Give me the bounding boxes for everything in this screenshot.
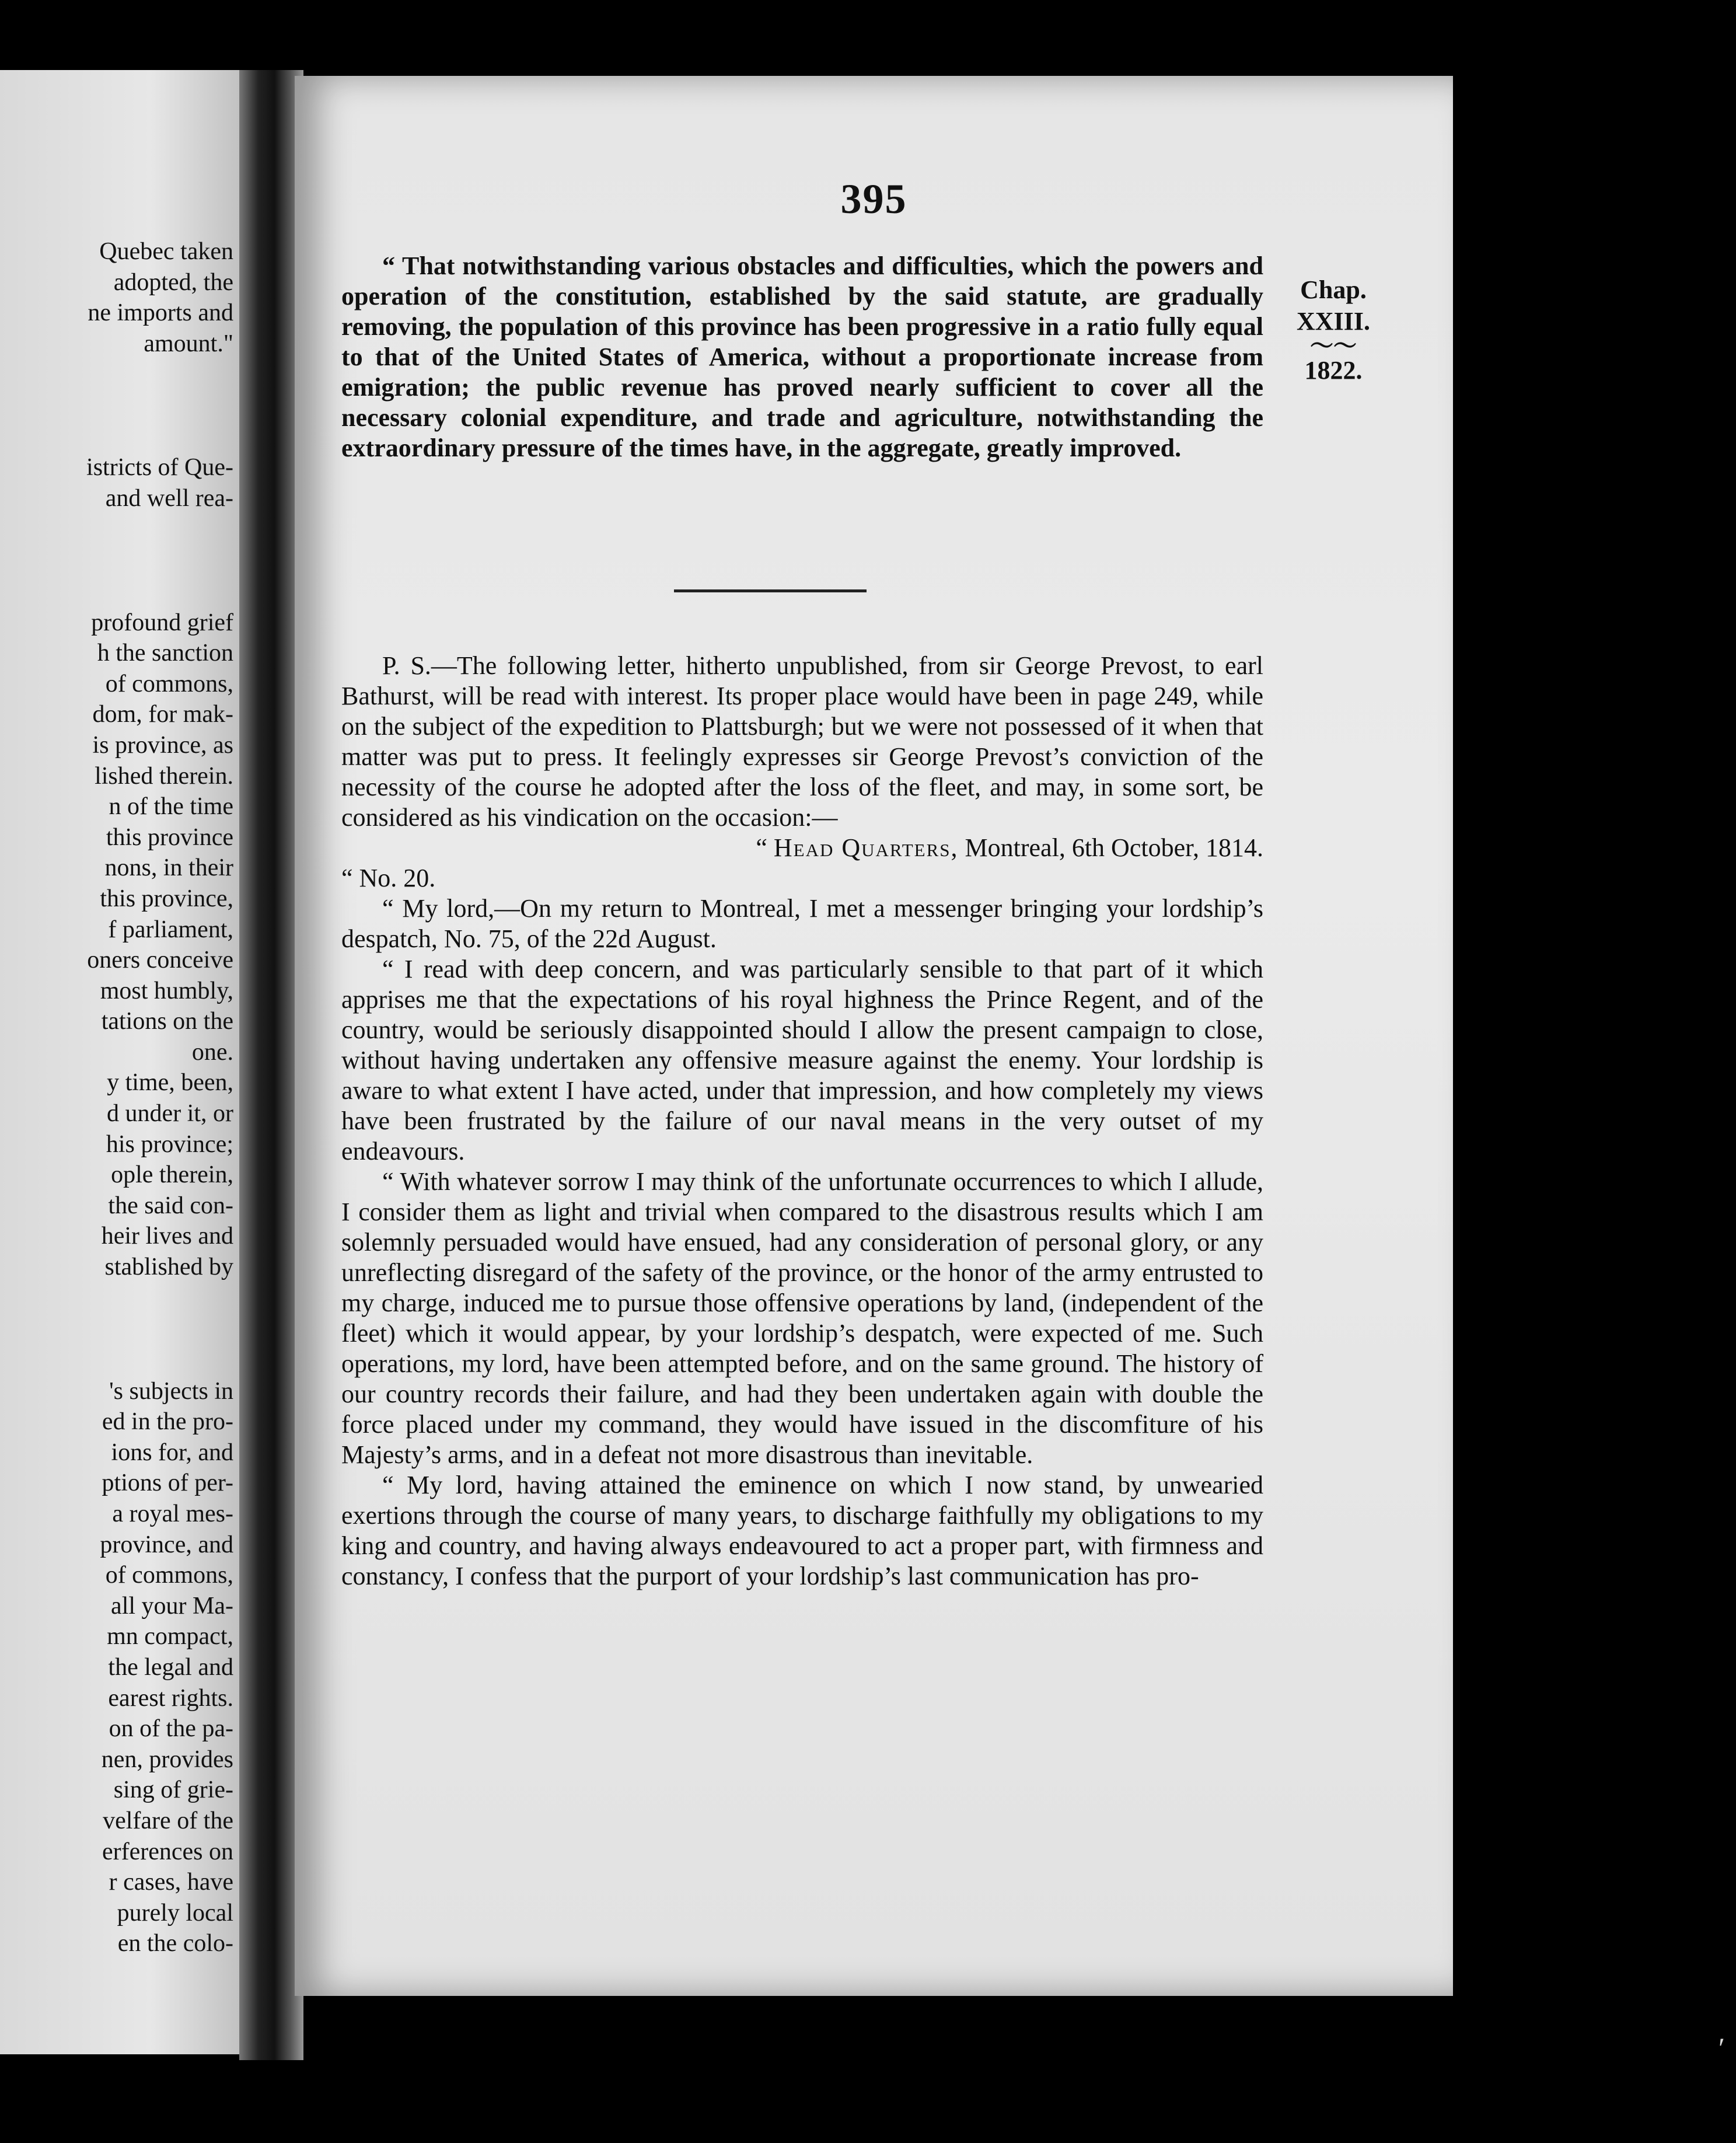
facing-page-line: d under it, or <box>107 1100 233 1128</box>
facing-page-line: this province, <box>100 885 233 912</box>
letter-paragraph: “ My lord,—On my return to Montreal, I met a messenger bringing your lordship’s despatch, No. 75, of the 22d August. <box>341 894 1263 953</box>
page <box>295 76 1725 2064</box>
facing-page-line: istricts of Que- <box>86 454 233 481</box>
facing-page-line <box>0 514 233 608</box>
postscript-block <box>341 651 1263 1591</box>
facing-page-line: ed in the pro- <box>102 1408 233 1436</box>
margin-note <box>1281 274 1386 386</box>
facing-page-line: ne imports and <box>88 299 233 327</box>
facing-page-line: sing of grie- <box>113 1776 233 1804</box>
quote-paragraph: “ That notwithstanding various obstacles and difficulties, which the powers and operation of the constitution, established by the said statute, are gradually removing, the population of this province has been progressive in a ratio fully equal to that of the United States of America, without a proportionate increase from emigration; the public revenue has proved nearly sufficient to cover all the necessary colonial expenditure, and trade and agriculture, notwithstanding the extraordinary pressure of the times have, in the aggregate, greatly improved. <box>341 252 1263 462</box>
facing-page-line: mn compact, <box>107 1623 233 1650</box>
facing-page-line: en the colo- <box>117 1930 233 1957</box>
facing-page-line: dom, for mak- <box>92 701 233 728</box>
letter-number: “ No. 20. <box>341 864 436 892</box>
margin-year: 1822. <box>1304 356 1363 385</box>
facing-page-line: velfare of the <box>103 1807 233 1834</box>
facing-page-line: erferences on <box>102 1838 233 1865</box>
facing-page-line: h the sanction <box>97 640 233 667</box>
facing-page-line: nons, in their <box>104 854 233 882</box>
facing-page-line: one. <box>191 1038 233 1066</box>
scan-mark: ′ <box>1718 2032 1725 2064</box>
facing-page-fragment <box>0 70 251 2054</box>
facing-page-line: this province <box>106 823 233 851</box>
dateline-place-date: Montreal, 6th October, 1814. <box>958 833 1263 862</box>
margin-chapter: Chap. <box>1300 275 1367 304</box>
facing-page-line: r cases, have <box>109 1869 233 1896</box>
page-number: 395 <box>840 176 907 222</box>
facing-page-line: amount." <box>144 330 233 357</box>
dateline-quote-mark: “ <box>756 833 767 862</box>
dateline-head-quarters: Head Quarters, <box>773 833 959 862</box>
facing-page-line: his province; <box>106 1130 233 1158</box>
facing-page-line: y time, been, <box>107 1069 233 1097</box>
facing-page-line: oners conceive <box>87 947 233 974</box>
facing-page-line: of commons, <box>105 1562 233 1589</box>
facing-page-line: stablished by <box>104 1254 233 1281</box>
margin-chapter-number: XXIII. <box>1297 307 1370 336</box>
facing-page-line: heir lives and <box>101 1223 233 1250</box>
facing-page-line: and well rea- <box>105 484 233 512</box>
facing-page-line: of commons, <box>105 670 233 697</box>
book-gutter <box>239 70 303 2060</box>
facing-page-line: profound grief <box>91 609 233 636</box>
facing-page-line <box>0 359 233 452</box>
margin-swash: 〜〜 <box>1310 333 1357 359</box>
facing-page-line: earest rights. <box>108 1684 233 1712</box>
facing-page-line: the said con- <box>108 1192 233 1219</box>
facing-page-line: n of the time <box>109 793 233 821</box>
facing-page-line: province, and <box>100 1531 233 1558</box>
facing-page-line: on of the pa- <box>109 1715 233 1743</box>
facing-page-text <box>0 236 233 1959</box>
facing-page-line: ions for, and <box>111 1439 233 1466</box>
letter-dateline <box>341 833 1263 863</box>
letter-body <box>341 894 1263 1591</box>
postscript-paragraph: P. S.—The following letter, hitherto unpublished, from sir George Prevost, to earl Bathurst, will be read with interest. Its proper place would have been in page 249, while on the subject of the expedition to Plattsburgh; but we were not possessed of it when that matter was put to press. It feelingly expresses sir George Prevost’s conviction of the necessity of the course he adopted after the loss of the fleet, and may, in some sort, be considered as his vindication on the occasion:— <box>341 651 1263 832</box>
facing-page-line: nen, provides <box>101 1746 233 1773</box>
facing-page-line: Quebec taken <box>99 238 233 265</box>
facing-page-line: adopted, the <box>113 268 233 296</box>
facing-page-line: f parliament, <box>108 916 233 943</box>
facing-page-line: 's subjects in <box>109 1377 233 1405</box>
quote-block <box>341 251 1263 463</box>
facing-page-line: is province, as <box>92 731 233 759</box>
facing-page-line: a royal mes- <box>112 1500 233 1527</box>
facing-page-line: ople therein, <box>111 1161 233 1189</box>
letter-paragraph: “ With whatever sorrow I may think of the unfortunate occurrences to which I allude, I consider them as light and trivial when compared to the disastrous results which I am solemnly persuaded would have ensued, had any consideration of personal glory, or any unreflecting disregard of the safety of the province, or the honor of the army entrusted to my charge, induced me to pursue those offensive operations by land, (independent of the fleet) which it would appear, by your lordship’s despatch, were expected of me. Such operations, my lord, have been attempted before, and on the same ground. The history of our country records their failure, and had they been undertaken again with double the force placed under my command, they would have issued in the discomfiture of his Majesty’s arms, and in a defeat not more disastrous than inevitable. <box>341 1167 1263 1469</box>
facing-page-line: most humbly, <box>100 977 233 1004</box>
facing-page-line: lished therein. <box>95 762 233 790</box>
facing-page-line: the legal and <box>108 1653 233 1681</box>
section-divider <box>674 589 867 592</box>
facing-page-line: purely local <box>117 1899 233 1926</box>
facing-page-line: all your Ma- <box>111 1592 233 1620</box>
letter-paragraph: “ My lord, having attained the eminence on which I now stand, by unwearied exertions through the course of many years, to discharge faithfully my obligations to my king and country, and having always endeavoured to act a proper part, with firmness and constancy, I confess that the purport of your lordship’s last communication has pro- <box>341 1471 1263 1590</box>
facing-page-line: ptions of per- <box>102 1470 233 1497</box>
facing-page-line: tations on the <box>101 1008 233 1035</box>
facing-page-line <box>0 1283 233 1376</box>
letter-paragraph: “ I read with deep concern, and was particularly sensible to that part of it which apprises me that the expectations of his royal highness the Prince Regent, and of the country, would be seriously disappointed should I allow the present campaign to close, without having undertaken any offensive measure against the enemy. Your lordship is aware to what extent I have acted, under that impression, and how completely my views have been frustrated by the failure of our naval means in the very outset of my endeavours. <box>341 955 1263 1165</box>
